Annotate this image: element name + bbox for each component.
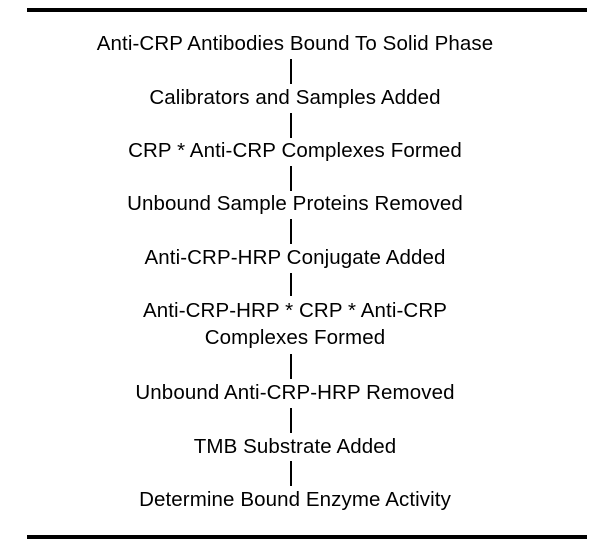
step-7-text: Unbound Anti-CRP-HRP Removed [135,381,455,404]
connector-line-8 [290,461,292,486]
step-5 [0,244,590,271]
step-6 [0,297,590,351]
step-2-text: Calibrators and Samples Added [149,86,441,109]
step-3 [0,137,590,164]
step-4-text: Unbound Sample Proteins Removed [127,192,463,215]
step-9-text: Determine Bound Enzyme Activity [139,488,451,511]
connector-line-4 [290,219,292,244]
step-8 [0,433,590,460]
bottom-rule [27,535,587,539]
connector-line-7 [290,408,292,433]
step-6-text-line-2: Complexes Formed [204,326,386,349]
step-1-text: Anti-CRP Antibodies Bound To Solid Phase [96,32,494,55]
step-6-text-line-1: Anti-CRP-HRP * CRP * Anti-CRP [142,299,448,322]
step-5-text: Anti-CRP-HRP Conjugate Added [144,246,446,269]
step-4 [0,190,590,217]
connector-line-6 [290,354,292,379]
connector-line-3 [290,166,292,191]
connector-line-5 [290,273,292,296]
step-2 [0,84,590,111]
step-8-text: TMB Substrate Added [193,435,397,458]
step-7 [0,379,590,406]
connector-line-2 [290,113,292,138]
step-3-text: CRP * Anti-CRP Complexes Formed [128,139,462,162]
step-1 [0,30,590,57]
connector-line-1 [290,59,292,84]
step-9 [0,486,590,513]
